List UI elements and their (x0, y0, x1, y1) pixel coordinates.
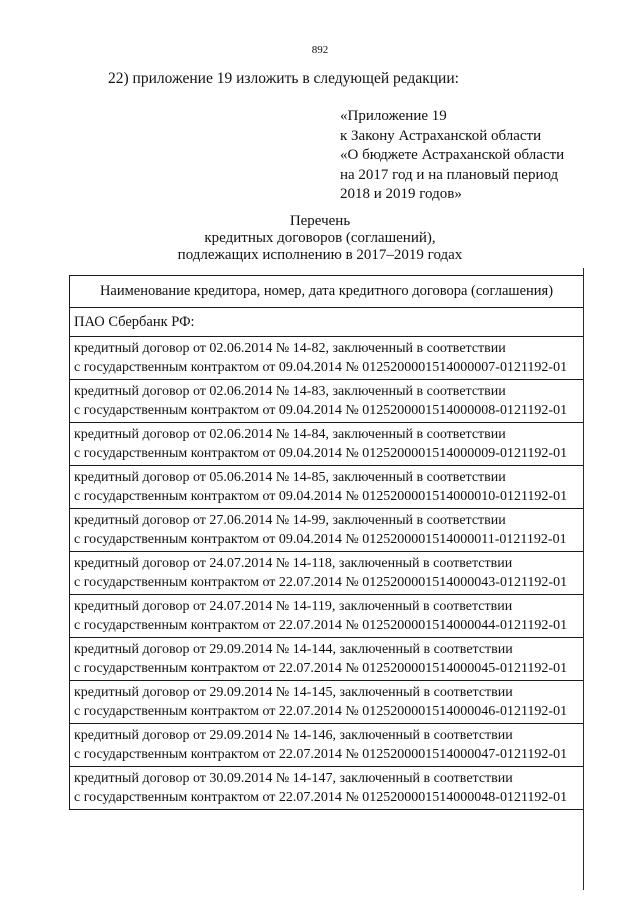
agreement-cell (70, 337, 584, 380)
agreement-cell (70, 638, 584, 681)
title-line: подлежащих исполнению в 2017–2019 годах (177, 247, 463, 263)
table-row (70, 595, 584, 638)
table-row (70, 466, 584, 509)
table-row (70, 638, 584, 681)
title-line: кредитных договоров (соглашений), (204, 230, 436, 246)
agreement-cell (70, 767, 584, 810)
contract-line: с государственным контрактом от 22.07.2014 № 0125200001514000047-0121192-01 (74, 747, 568, 762)
appendix-line: 2018 и 2019 годов» (340, 186, 462, 202)
agreement-cell (70, 681, 584, 724)
table-row (70, 681, 584, 724)
table-row (70, 380, 584, 423)
contract-line: с государственным контрактом от 09.04.2014 № 0125200001514000007-0121192-01 (74, 360, 568, 375)
table-row (70, 337, 584, 380)
contract-line: с государственным контрактом от 22.07.2014 № 0125200001514000045-0121192-01 (74, 661, 568, 676)
agreement-line: кредитный договор от 05.06.2014 № 14-85, заключенный в соответствии (74, 470, 506, 485)
table-header-cell: Наименование кредитора, номер, дата кредитного договора (соглашения) (70, 276, 584, 308)
agreement-line: кредитный договор от 29.09.2014 № 14-144, заключенный в соответствии (74, 642, 513, 657)
contract-line: с государственным контрактом от 09.04.2014 № 0125200001514000008-0121192-01 (74, 403, 568, 418)
document-title (0, 213, 640, 264)
agreement-cell (70, 552, 584, 595)
contract-line: с государственным контрактом от 22.07.2014 № 0125200001514000044-0121192-01 (74, 618, 568, 633)
table-row (70, 423, 584, 466)
contract-line: с государственным контрактом от 22.07.2014 № 0125200001514000043-0121192-01 (74, 575, 568, 590)
agreement-cell (70, 466, 584, 509)
table-row (70, 724, 584, 767)
appendix-line: на 2017 год и на плановый период (340, 166, 559, 183)
page-number: 892 (311, 44, 329, 56)
contract-line: с государственным контрактом от 09.04.2014 № 0125200001514000010-0121192-01 (74, 489, 568, 504)
appendix-heading (340, 107, 564, 205)
amendment-intro: 22) приложение 19 изложить в следующей редакции: (108, 70, 459, 87)
table-header-row (70, 276, 584, 308)
appendix-line: «Приложение 19 (340, 108, 447, 124)
contract-line: с государственным контрактом от 22.07.2014 № 0125200001514000048-0121192-01 (74, 790, 568, 805)
agreement-line: кредитный договор от 30.09.2014 № 14-147, заключенный в соответствии (74, 771, 513, 786)
table-row (70, 767, 584, 810)
credit-agreements-table (69, 275, 584, 810)
table-group-row (70, 308, 584, 337)
appendix-line: «О бюджете Астраханской области (340, 147, 565, 163)
table-row (70, 509, 584, 552)
agreement-line: кредитный договор от 27.06.2014 № 14-99, заключенный в соответствии (74, 513, 506, 528)
table-row (70, 552, 584, 595)
scan-margin-line (583, 268, 584, 890)
title-line: Перечень (289, 213, 351, 229)
contract-line: с государственным контрактом от 22.07.2014 № 0125200001514000046-0121192-01 (74, 704, 568, 719)
agreement-cell (70, 380, 584, 423)
agreement-cell (70, 509, 584, 552)
agreement-cell (70, 423, 584, 466)
agreement-line: кредитный договор от 02.06.2014 № 14-84, заключенный в соответствии (74, 427, 506, 442)
contract-line: с государственным контрактом от 09.04.2014 № 0125200001514000011-0121192-01 (74, 532, 567, 547)
agreement-cell (70, 595, 584, 638)
agreement-cell (70, 724, 584, 767)
agreement-line: кредитный договор от 29.09.2014 № 14-146, заключенный в соответствии (74, 728, 513, 743)
agreement-line: кредитный договор от 29.09.2014 № 14-145, заключенный в соответствии (74, 685, 513, 700)
agreement-line: кредитный договор от 24.07.2014 № 14-119, заключенный в соответствии (74, 599, 513, 614)
contract-line: с государственным контрактом от 09.04.2014 № 0125200001514000009-0121192-01 (74, 446, 568, 461)
agreement-line: кредитный договор от 24.07.2014 № 14-118, заключенный в соответствии (74, 556, 513, 571)
creditor-name-cell: ПАО Сбербанк РФ: (70, 308, 584, 337)
agreement-line: кредитный договор от 02.06.2014 № 14-83, заключенный в соответствии (74, 384, 506, 399)
agreement-line: кредитный договор от 02.06.2014 № 14-82, заключенный в соответствии (74, 341, 506, 356)
appendix-line: к Закону Астраханской области (340, 127, 542, 144)
